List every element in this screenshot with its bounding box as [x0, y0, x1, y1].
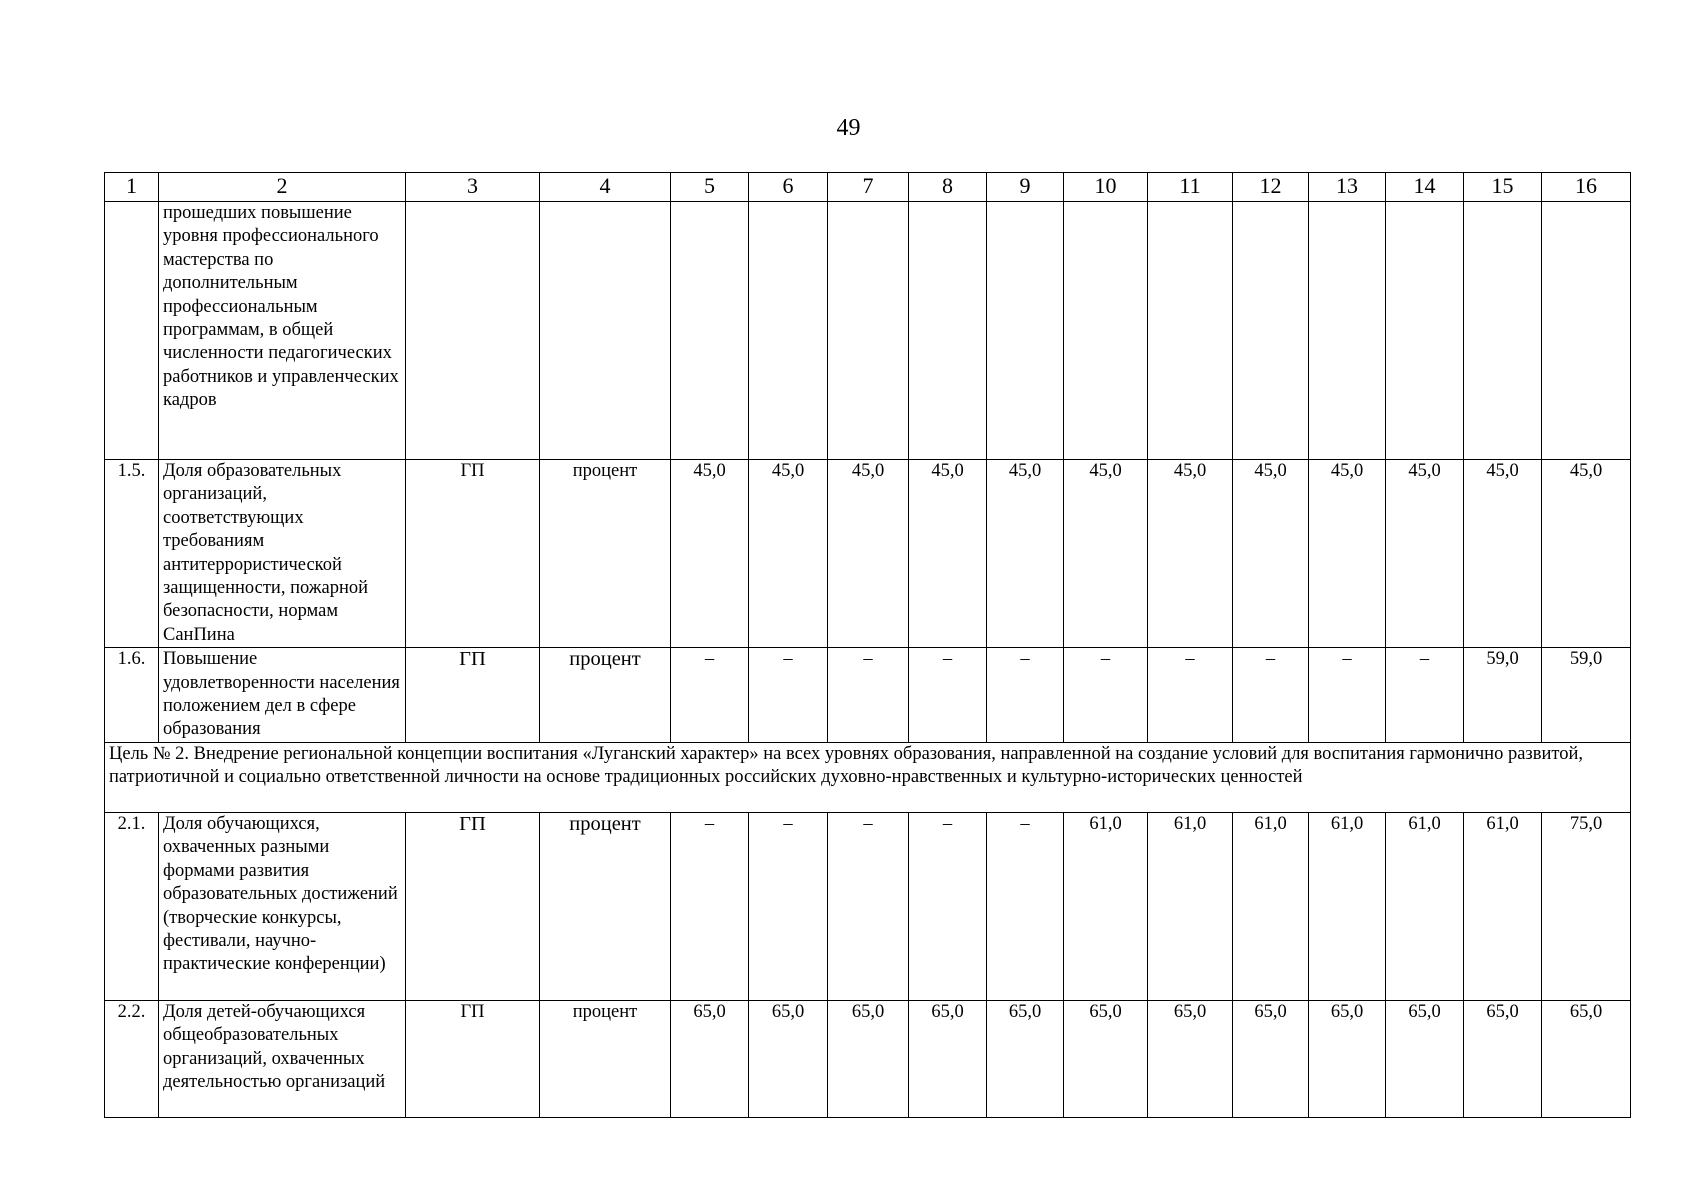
- cell-value: [909, 202, 987, 460]
- header-cell: 15: [1464, 173, 1542, 202]
- cell-value: 45,0: [1064, 460, 1148, 648]
- cell-value: 61,0: [1233, 812, 1309, 1000]
- cell-value: 61,0: [1064, 812, 1148, 1000]
- cell-value: 45,0: [1386, 460, 1464, 648]
- cell-value: 59,0: [1464, 648, 1542, 743]
- cell-unit: процент: [540, 812, 671, 1000]
- cell-source: [406, 202, 540, 460]
- page-number: 49: [836, 115, 861, 141]
- cell-value: 61,0: [1464, 812, 1542, 1000]
- cell-value: 65,0: [1542, 1000, 1631, 1117]
- cell-value: –: [749, 648, 828, 743]
- header-cell: 14: [1386, 173, 1464, 202]
- cell-value: –: [1386, 648, 1464, 743]
- cell-value: 61,0: [1309, 812, 1386, 1000]
- cell-value: 61,0: [1386, 812, 1464, 1000]
- cell-num: 1.5.: [105, 460, 159, 648]
- header-cell: 6: [749, 173, 828, 202]
- cell-num: [105, 202, 159, 460]
- cell-value: 45,0: [828, 460, 909, 648]
- cell-num: 2.2.: [105, 1000, 159, 1117]
- cell-unit: процент: [540, 460, 671, 648]
- cell-unit: [540, 202, 671, 460]
- cell-value: –: [828, 648, 909, 743]
- cell-value: –: [987, 812, 1064, 1000]
- header-cell: 2: [159, 173, 406, 202]
- cell-value: 59,0: [1542, 648, 1631, 743]
- cell-value: [1309, 202, 1386, 460]
- cell-value: 65,0: [1309, 1000, 1386, 1117]
- cell-unit: процент: [540, 648, 671, 743]
- cell-source: ГП: [406, 648, 540, 743]
- header-cell: 16: [1542, 173, 1631, 202]
- cell-value: [1386, 202, 1464, 460]
- cell-value: 65,0: [671, 1000, 749, 1117]
- cell-num: 2.1.: [105, 812, 159, 1000]
- cell-source: ГП: [406, 812, 540, 1000]
- cell-value: 45,0: [1464, 460, 1542, 648]
- cell-value: [1542, 202, 1631, 460]
- cell-value: [749, 202, 828, 460]
- cell-value: 75,0: [1542, 812, 1631, 1000]
- table-row-1-5: [105, 460, 1631, 648]
- header-cell: 4: [540, 173, 671, 202]
- cell-value: 45,0: [1148, 460, 1233, 648]
- indicators-table: [104, 172, 1631, 1118]
- cell-value: 65,0: [1064, 1000, 1148, 1117]
- table-row-2-1: [105, 812, 1631, 1000]
- cell-value: 65,0: [749, 1000, 828, 1117]
- cell-value: 61,0: [1148, 812, 1233, 1000]
- cell-value: [671, 202, 749, 460]
- table-row-1-6: [105, 648, 1631, 743]
- cell-indicator-name: Доля детей-обучающихся общеобразовательных организаций, охваченных деятельностью организаций: [159, 1000, 406, 1117]
- cell-value: –: [1233, 648, 1309, 743]
- cell-indicator-name: прошедших повышение уровня профессионального мастерства по дополнительным профессиональным программам, в общей численности педагогических работников и управленческих кадров: [159, 202, 406, 460]
- cell-value: [1148, 202, 1233, 460]
- header-cell: 3: [406, 173, 540, 202]
- cell-value: [987, 202, 1064, 460]
- cell-value: 45,0: [749, 460, 828, 648]
- cell-value: 45,0: [1233, 460, 1309, 648]
- goal-heading: Цель № 2. Внедрение региональной концепции воспитания «Луганский характер» на всех уровнях образования, направленной на создание условий для воспитания гармонично развитой, патриотичной и социально ответственной личности на основе традиционных российских духовно-нравственных и культурно-исторических ценностей: [105, 742, 1631, 812]
- cell-value: 45,0: [987, 460, 1064, 648]
- cell-value: –: [749, 812, 828, 1000]
- cell-source: ГП: [406, 1000, 540, 1117]
- cell-value: [1064, 202, 1148, 460]
- cell-value: –: [671, 648, 749, 743]
- cell-value: –: [909, 812, 987, 1000]
- header-cell: 7: [828, 173, 909, 202]
- cell-indicator-name: Доля образовательных организаций, соответствующих требованиям антитеррористической защищенности, пожарной безопасности, нормам СанПина: [159, 460, 406, 648]
- cell-value: –: [828, 812, 909, 1000]
- cell-value: 65,0: [987, 1000, 1064, 1117]
- table-row-continuation: [105, 202, 1631, 460]
- cell-unit: процент: [540, 1000, 671, 1117]
- column-number-row: [105, 173, 1631, 202]
- cell-value: –: [1309, 648, 1386, 743]
- table-row-2-2: [105, 1000, 1631, 1117]
- cell-value: –: [1148, 648, 1233, 743]
- header-cell: 9: [987, 173, 1064, 202]
- cell-value: [1233, 202, 1309, 460]
- header-cell: 1: [105, 173, 159, 202]
- header-cell: 13: [1309, 173, 1386, 202]
- cell-value: 65,0: [1386, 1000, 1464, 1117]
- cell-indicator-name: Повышение удовлетворенности населения положением дел в сфере образования: [159, 648, 406, 743]
- cell-value: 65,0: [828, 1000, 909, 1117]
- header-cell: 5: [671, 173, 749, 202]
- goal-row: [105, 742, 1631, 812]
- cell-indicator-name: Доля обучающихся, охваченных разными формами развития образовательных достижений (творческие конкурсы, фестивали, научно-практические конференции): [159, 812, 406, 1000]
- cell-value: –: [1064, 648, 1148, 743]
- cell-value: 45,0: [1542, 460, 1631, 648]
- cell-value: [828, 202, 909, 460]
- cell-value: 65,0: [1464, 1000, 1542, 1117]
- header-cell: 10: [1064, 173, 1148, 202]
- cell-value: 45,0: [671, 460, 749, 648]
- cell-value: 65,0: [909, 1000, 987, 1117]
- cell-value: –: [987, 648, 1064, 743]
- header-cell: 12: [1233, 173, 1309, 202]
- cell-value: 65,0: [1148, 1000, 1233, 1117]
- cell-source: ГП: [406, 460, 540, 648]
- header-cell: 11: [1148, 173, 1233, 202]
- cell-value: 45,0: [909, 460, 987, 648]
- cell-num: 1.6.: [105, 648, 159, 743]
- cell-value: –: [909, 648, 987, 743]
- header-cell: 8: [909, 173, 987, 202]
- cell-value: [1464, 202, 1542, 460]
- cell-value: 45,0: [1309, 460, 1386, 648]
- cell-value: –: [671, 812, 749, 1000]
- cell-value: 65,0: [1233, 1000, 1309, 1117]
